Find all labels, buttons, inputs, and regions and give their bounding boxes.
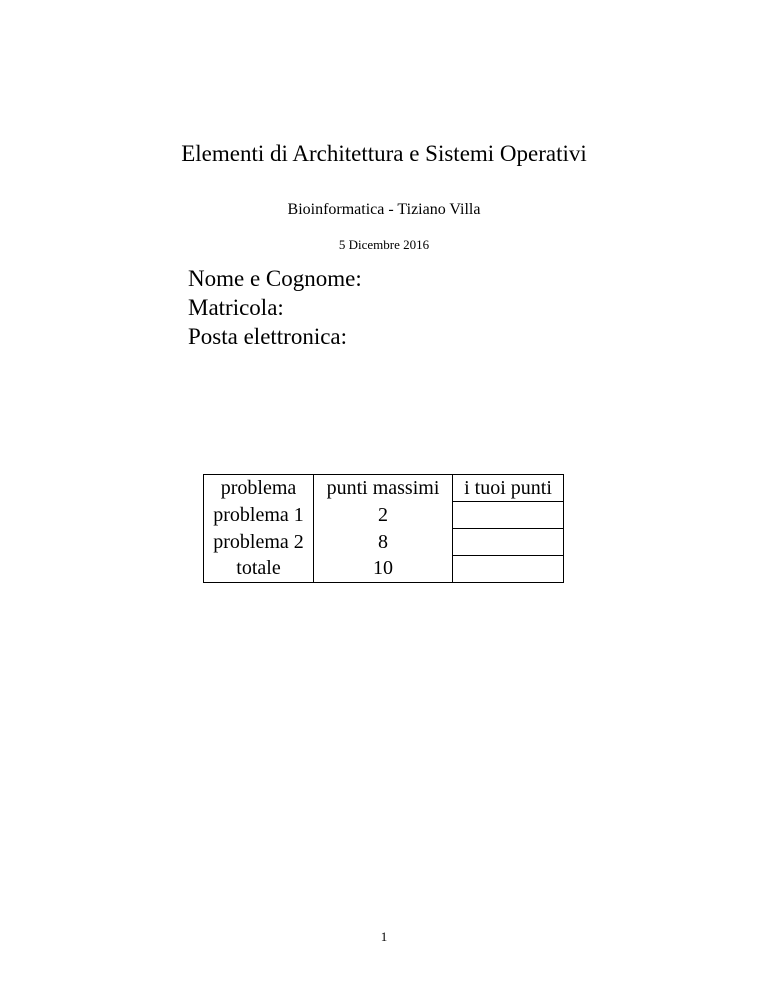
document-title: Elementi di Architettura e Sistemi Operativi [181,141,587,166]
table-row [204,502,564,529]
table-row [204,556,564,583]
student-fields [188,264,362,351]
table-cell: problema 2 [204,529,314,556]
table-header-cell: problema [204,475,314,502]
table-cell: problema 1 [204,502,314,529]
document-date: 5 Dicembre 2016 [338,237,430,252]
table-cell: 10 [314,556,453,583]
name-field-label: Nome e Cognome: [188,266,362,291]
table-header-cell: i tuoi punti [453,475,564,502]
table-header-row [204,475,564,502]
matricola-field-label: Matricola: [188,295,284,320]
document-author: Bioinformatica - Tiziano Villa [287,201,481,218]
table-cell: 2 [314,502,453,529]
table-cell [453,556,564,583]
score-table [203,474,564,583]
table-cell: 8 [314,529,453,556]
table-header-cell: punti massimi [314,475,453,502]
table-cell [453,502,564,529]
table-cell: totale [204,556,314,583]
table-row [204,529,564,556]
email-field-label: Posta elettronica: [188,324,348,349]
table-cell [453,529,564,556]
page-number: 1 [380,929,388,944]
